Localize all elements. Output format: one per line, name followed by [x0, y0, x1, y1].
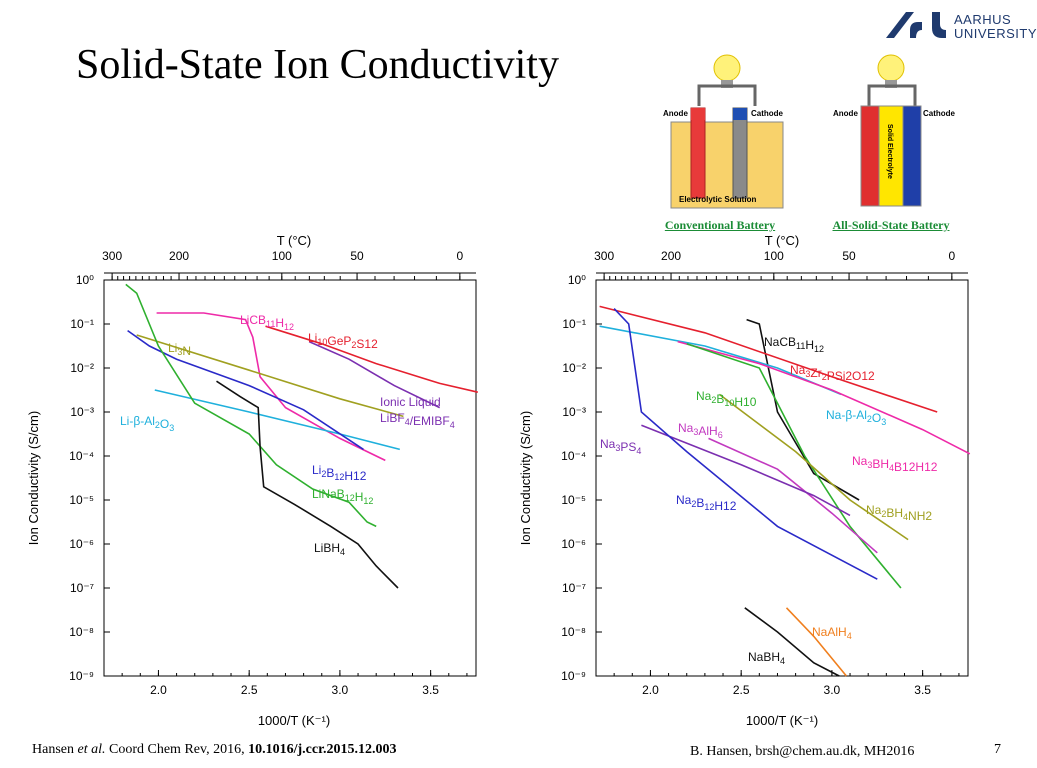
anode-electrode	[691, 108, 705, 198]
series-label: $Na_3AlH_6$	[678, 421, 723, 440]
series-label: $Na_2BH_4NH2$	[866, 503, 933, 523]
top-tick-label: 200	[169, 249, 190, 263]
series-label: $Na-\beta-Al_2O_3$	[826, 408, 887, 427]
series-label: $Li-\beta-Al_2O_3$	[120, 414, 175, 433]
y-tick-label: 10⁻³	[562, 405, 586, 419]
series-label: $LiNaB_{12}H_{12}$	[312, 487, 374, 506]
top-tick-label: 300	[594, 249, 615, 263]
citation-doi[interactable]: 10.1016/j.ccr.2015.12.003	[248, 742, 397, 757]
citation-etal: et al.	[77, 742, 106, 757]
citation-journal: Coord Chem Rev, 2016,	[105, 742, 249, 757]
top-tick-label: 0	[948, 249, 956, 263]
plot-frame	[104, 280, 476, 676]
y-tick-label: 10⁰	[75, 273, 94, 287]
x-tick-label: 3.5	[914, 683, 931, 697]
cathode-electrode	[733, 108, 747, 198]
y-tick-label: 10⁻⁶	[561, 537, 586, 551]
series-line-na-al2o3	[600, 326, 841, 394]
y-tick-label: 10⁻⁷	[561, 581, 586, 595]
series-label: $NaCB_{11}H_{12}$	[764, 335, 825, 354]
series-label: $Li_{10}GeP_2S12$	[308, 331, 378, 351]
x-tick-label: 2.0	[642, 683, 659, 697]
solid-state-battery-diagram	[825, 50, 975, 235]
solid-anode	[861, 106, 879, 206]
y-tick-label: 10⁻⁵	[69, 493, 94, 507]
y-tick-label: 10⁻¹	[70, 317, 94, 331]
sodium-conductivity-chart	[516, 232, 996, 737]
lithium-conductivity-chart	[22, 232, 502, 737]
series-label: $Na_2B_{10}H10$	[696, 389, 757, 409]
y-tick-label: 10⁻⁹	[561, 669, 586, 683]
x-tick-label: 3.0	[331, 683, 349, 697]
lightbulb-icon	[714, 55, 740, 81]
y-tick-label: 10⁻²	[562, 361, 586, 375]
y-axis-label: Ion Conductivity (S/cm)	[518, 410, 533, 546]
solid-cathode-label: Cathode	[923, 109, 955, 118]
series-label: $Na_3PS_4$	[600, 437, 642, 456]
conv-anode-label: Anode	[663, 109, 688, 118]
lightbulb-icon	[878, 55, 904, 81]
logo-line-1: AARHUS	[954, 12, 1012, 27]
conv-cathode-label: Cathode	[751, 109, 783, 118]
series-label: $Na_2B_{12}H12$	[676, 493, 737, 513]
citation	[32, 742, 397, 758]
series-line-na2b12h12	[614, 309, 877, 580]
x-tick-label: 2.0	[150, 683, 167, 697]
solid-electrolyte-label: Solid Electrolyte	[886, 124, 893, 179]
y-tick-label: 10⁻⁷	[69, 581, 94, 595]
y-tick-label: 10⁻⁴	[69, 449, 94, 463]
y-tick-label: 10⁻⁵	[561, 493, 586, 507]
top-tick-label: 300	[102, 249, 123, 263]
top-tick-label: 0	[456, 249, 464, 263]
conventional-battery-caption: Conventional Battery	[664, 218, 776, 232]
series-label: $LiCB_{11}H_{12}$	[240, 313, 295, 332]
series-label: NaBH$_4$	[748, 650, 786, 666]
x-axis-label: 1000/T (K⁻¹)	[745, 713, 819, 728]
y-tick-label: 10⁰	[567, 273, 586, 287]
y-tick-label: 10⁻¹	[562, 317, 586, 331]
top-tick-label: 50	[350, 249, 364, 263]
y-tick-label: 10⁻⁹	[69, 669, 94, 683]
y-tick-label: 10⁻⁸	[561, 625, 586, 639]
series-label: Ionic Liquid	[380, 395, 441, 409]
footer-contact: B. Hansen, brsh@chem.au.dk, MH2016	[690, 744, 915, 759]
au-logo-icon	[884, 8, 950, 42]
top-axis-label: T (°C)	[764, 233, 800, 248]
x-tick-label: 3.5	[422, 683, 439, 697]
top-tick-label: 50	[842, 249, 856, 263]
top-tick-label: 100	[763, 249, 784, 263]
x-tick-label: 2.5	[732, 683, 750, 697]
solid-anode-label: Anode	[833, 109, 858, 118]
series-label: NaAlH$_4$	[812, 625, 852, 641]
citation-author: Hansen	[32, 742, 78, 757]
conventional-battery-diagram	[655, 50, 805, 235]
top-axis-label: T (°C)	[276, 233, 312, 248]
series-label: $LiBF_4/EMIBF_4$	[380, 411, 455, 430]
top-tick-label: 100	[271, 249, 292, 263]
y-tick-label: 10⁻²	[70, 361, 94, 375]
top-tick-label: 200	[661, 249, 682, 263]
series-line-naalh4	[787, 608, 847, 676]
y-axis-label: Ion Conductivity (S/cm)	[26, 410, 41, 546]
page-number: 7	[994, 742, 1001, 757]
solid-cathode	[903, 106, 921, 206]
x-axis-label: 1000/T (K⁻¹)	[257, 713, 331, 728]
series-label: $Na_3Zr_2PSi2O12$	[790, 363, 875, 383]
series-label: $Li_2B_{12}H12$	[312, 463, 367, 483]
y-tick-label: 10⁻⁸	[69, 625, 94, 639]
conv-electrolyte-label: Electrolytic Solution	[679, 195, 757, 204]
logo-line-2: UNIVERSITY	[954, 26, 1037, 41]
series-line-na3zr2psi2o12	[600, 306, 938, 412]
x-tick-label: 3.0	[823, 683, 841, 697]
series-label: $Li_3N$	[168, 341, 192, 358]
series-line-nabh4	[745, 608, 839, 676]
aarhus-university-logo	[884, 8, 1037, 48]
y-tick-label: 10⁻⁶	[69, 537, 94, 551]
solid-battery-caption: All-Solid-State Battery	[832, 218, 950, 232]
y-tick-label: 10⁻³	[70, 405, 94, 419]
slide-title: Solid-State Ion Conductivity	[76, 42, 559, 88]
series-label: LiBH$_4$	[314, 541, 346, 557]
y-tick-label: 10⁻⁴	[561, 449, 586, 463]
x-tick-label: 2.5	[240, 683, 258, 697]
series-label: $Na_3BH_4B12H12$	[852, 454, 938, 474]
